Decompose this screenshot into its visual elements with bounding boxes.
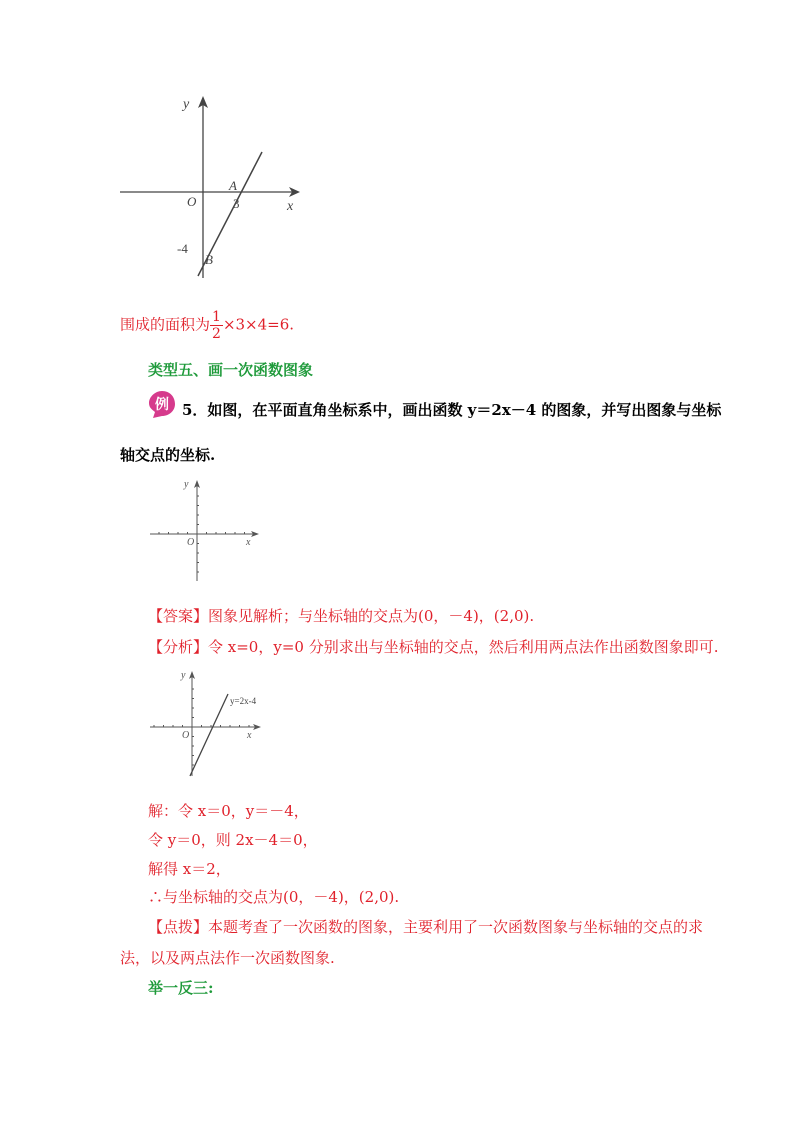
area-suffix: ×3×4=6. — [222, 315, 295, 334]
answer-text: 图象见解析；与坐标轴的交点为(0，－4)，(2,0). — [208, 607, 535, 625]
y-axis-label: y — [184, 479, 189, 490]
area-result-line — [120, 309, 294, 342]
function-line — [190, 694, 228, 776]
section-title: 类型五、画一次函数图象 — [148, 361, 314, 379]
analysis-line — [148, 636, 718, 657]
solution-step-1: 解：令 x＝0，y＝－4， — [148, 802, 309, 820]
y-tick-label: -4 — [177, 241, 188, 256]
solution-step-3: 解得 x＝2， — [148, 860, 231, 878]
practice-title: 举一反三: — [148, 979, 214, 997]
tip-text: 本题考查了一次函数的图象，主要利用了一次函数图象与坐标轴的交点的求 — [208, 918, 704, 936]
origin-label: O — [187, 194, 197, 209]
fraction-denominator: 2 — [212, 326, 221, 342]
empty-coordinate-plane — [146, 475, 266, 585]
tip-line1 — [148, 916, 703, 937]
example-question-line2: 轴交点的坐标. — [120, 446, 216, 464]
fraction-numerator: 1 — [212, 309, 221, 325]
tip-tag: 【点拨】 — [148, 918, 209, 936]
x-axis-label: x — [246, 537, 251, 548]
example-badge-icon — [147, 389, 177, 419]
x-axis-label: x — [287, 199, 294, 214]
answer-line — [148, 605, 534, 626]
point-a-label: A — [229, 178, 237, 193]
point-b-label: B — [205, 252, 213, 267]
half-fraction — [210, 309, 223, 342]
answer-tag: 【答案】 — [148, 607, 209, 625]
area-prefix: 围成的面积为 — [120, 315, 211, 334]
graph-line-through-a-b — [115, 90, 315, 280]
function-line-label: y=2x-4 — [230, 696, 257, 706]
x-tick-label: 3 — [233, 196, 240, 211]
analysis-tag: 【分析】 — [148, 638, 209, 656]
origin-label: O — [182, 730, 190, 741]
y-axis-label: y — [183, 97, 190, 112]
example-badge-label: 例 — [155, 398, 169, 413]
graph-y-equals-2x-minus-4 — [146, 666, 276, 781]
x-axis-label: x — [247, 730, 252, 741]
solution-step-2: 令 y＝0，则 2x－4＝0， — [148, 831, 318, 849]
origin-label: O — [187, 537, 195, 548]
analysis-text: 令 x=0，y=0 分别求出与坐标轴的交点，然后利用两点法作出函数图象即可. — [208, 638, 719, 656]
example-question-line1: 5．如图，在平面直角坐标系中，画出函数 y＝2x－4 的图象，并写出图象与坐标 — [182, 401, 722, 419]
y-axis-label: y — [181, 670, 186, 681]
solution-step-4: ∴与坐标轴的交点为(0，－4)，(2,0). — [148, 888, 400, 906]
tip-line2: 法，以及两点法作一次函数图象. — [120, 949, 335, 967]
